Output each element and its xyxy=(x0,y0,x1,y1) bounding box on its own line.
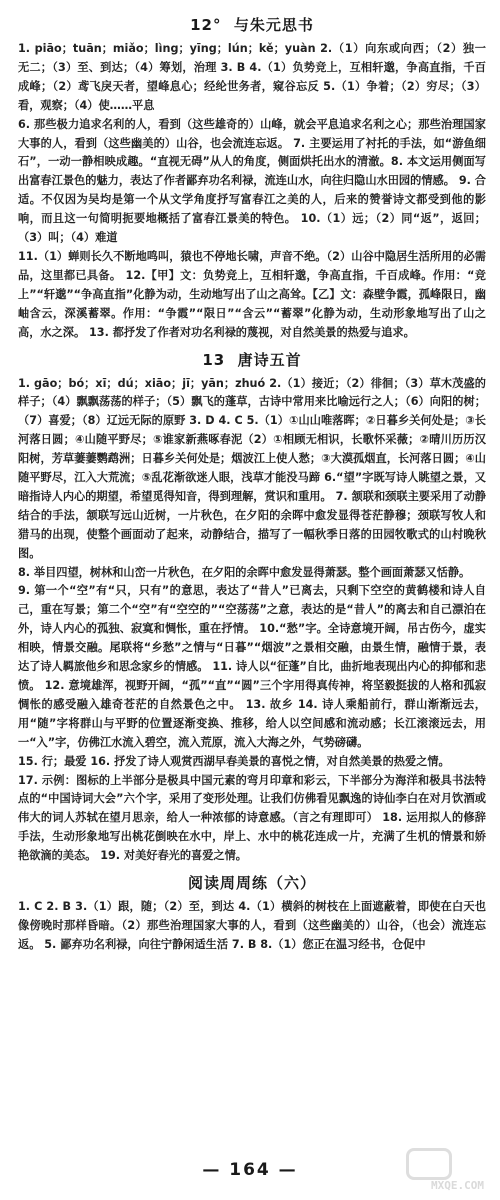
answer-paragraph: 17. 示例：图标的上半部分是极具中国元素的弯月印章和彩云，下半部分为海洋和极具书法特点的“中国诗词大会”六个字，采用了变形处理。让我们仿佛看见飘逸的诗仙李白在对月饮酒或伟大的词人苏轼在望月思亲，给人一种浓郁的诗意感。（言之有理即可） 18. 运用拟人的修辞手法，生动形象地写出桃花倒映在水中，岸上、水中的桃花连成一片，充满了生机的情景和娇艳欲滴的美态。 19. 对美好春光的喜爱之情。 xyxy=(18,773,486,863)
answer-paragraph: 8. 举目四望，树林和山峦一片秋色，在夕阳的余晖中愈发显得萧瑟。整个画面萧瑟又恬静。 xyxy=(18,565,471,579)
section-title: 13 唐诗五首 xyxy=(202,350,302,369)
answer-paragraph: 9. 第一个“空”有“只，只有”的意思，表达了“昔人”已离去，只剩下空空的黄鹤楼和诗人自己，重在写景；第二个“空”有“空空的”“空荡荡”之意，表达的是“昔人”的离去和自己漂泊在外，诗人内心的孤独、寂寞和惆怅，重在抒情。 10.“愁”字。全诗意境开阔，吊古伤今，虚实相映，情景交融。尾联将“乡愁”之情与“日暮”“烟波”之景相交融，由景生情，融情于景，表达了诗人羁旅他乡和思念家乡的情感。 11. 诗人以“征蓬”自比，曲折地表现出内心的抑郁和悲愤。 12. 意境雄浑，视野开阔，“孤”“直”“圆”三个字用得真传神，将坚毅挺拔的人格和孤寂惆怅的感受融入雄奇苍茫的自然景色之中。 13. 故乡 14. 诗人乘船前行，群山渐渐远去，用“随”字将群山与平野的位置逐渐变换、推移，给人以空间感和流动感；长江滚滚远去，用一“入”字，仿佛江水流入碧空，流入荒原，流入大海之外，气势磅礴。 xyxy=(18,584,486,749)
watermark-logo xyxy=(366,1148,486,1194)
section-title: 阅读周周练（六） xyxy=(187,874,316,893)
answer-content xyxy=(18,8,486,955)
answer-paragraph: 6. 那些极力追求名利的人，看到（这些雄奇的）山峰，就会平息追求名利之心；那些治理国家大事的人，看到（这些幽美的）山谷，也会流连忘返。 7. 主要运用了衬托的手法，如“游鱼细石”，一动一静相映成趣。“直视无碍”从人的角度，侧面烘托出水的清澈。8. 本文运用侧面写出富春江景色的魅力，表达了作者鄙弃功名利禄，流连山水，向往归隐山水田园的情感。 9. 合适。不仅因为吴均是第一个从文学角度抒写富春江之美的人，后来的赞誉诗文都受到他的影响，而且这一句简明扼要地概括了富春江景美的特色。 10.（1）远；（2）同“返”，返回；（3）叫；（4）难道 xyxy=(18,117,486,245)
answer-paragraph: 1. C 2. B 3.（1）跟，随；（2）至，到达 4.（1）横斜的树枝在上面遮蔽着，即使在白天也像傍晚时那样昏暗。（2）那些治理国家大事的人，看到（这些幽美的）山谷，（也会）流连忘返。 5. 鄙弃功名利禄，向往宁静闲适生活 7. B 8.（1）您正在温习经书，仓促中 xyxy=(18,900,486,951)
answer-paragraph: 11.（1）蝉则长久不断地鸣叫，猿也不停地长啸，声音不绝。（2）山谷中隐居生活所用的必需品，这里都已具备。 12.【甲】文：负势竞上，互相轩邈，争高直指，千百成峰。作用：“竞上”“轩邈”“争高直指”化静为动，生动地写出了山之高耸。【乙】文：森壁争霞，孤峰限日，幽岫含云，深溪蓄翠。作用：“争霞”“限日”“含云”“蓄翠”化静为动，生动形象地写出了山之高，水之深。 13. 都抒发了作者对功名利禄的蔑视，对自然美景的热爱与追求。 xyxy=(18,249,486,339)
watermark-icon xyxy=(406,1148,452,1180)
answer-paragraph: 15. 行；最爱 16. 抒发了诗人观赏西湖早春美景的喜悦之情，对自然美景的热爱之情。 xyxy=(18,754,450,768)
page-number: — 164 — xyxy=(202,1160,298,1180)
section-title: 12° 与朱元思书 xyxy=(190,16,314,34)
answer-paragraph: 1. gāo；bó；xī；dú；xiāo；jī；yān；zhuó 2.（1）接近；（2）徘徊；（3）草木茂盛的样子；（4）飘飘荡荡的样子；（5）飘飞的蓬草，古诗中常用来比喻远行之人；（6）向阳的树；（7）喜爱；（8）辽远无际的原野 3. D 4. C 5.（1）①山山唯落晖；②日暮乡关何处是；③长河落日圆；④山随平野尽；⑤谁家新燕啄春泥（2）①相顾无相识，长歌怀采薇；②晴川历历汉阳树，芳草萋萋鹦鹉洲；日暮乡关何处是；烟波江上使人愁；③大漠孤烟直，长河落日圆；④山随平野尽，江入大荒流；⑤乱花渐欲迷人眼，浅草才能没马蹄 6.“望”字既写诗人眺望之景，又暗指诗人内心的期望，希望觅得知音，得到理解，赏识和重用。 7. 颔联和颈联主要采用了动静结合的手法，颔联写远山近树，一片秋色，在夕阳的余晖中愈发显得苍茫静穆；颈联写牧人和猎马的出现，使整个画面动了起来，动静结合，描写了一幅秋季日落的田园牧歌式的山村晚秋图。 xyxy=(18,376,486,560)
answer-paragraph: 1. piāo；tuān；miǎo；lìng；yīng；lún；kě；yuàn 2.（1）向东或向西；（2）独一无二；（3）至、到达；（4）筹划，治理 3. B 4.（1）负势竞上，互相轩邈，争高直指，千百成峰；（2）鸢飞戾天者，望峰息心；经纶世务者，窥谷忘反 5.（1）争着；（2）穷尽；（3）看，观察；（4）使……平息 xyxy=(18,42,486,112)
watermark-text: MXQE.COM xyxy=(431,1179,484,1192)
